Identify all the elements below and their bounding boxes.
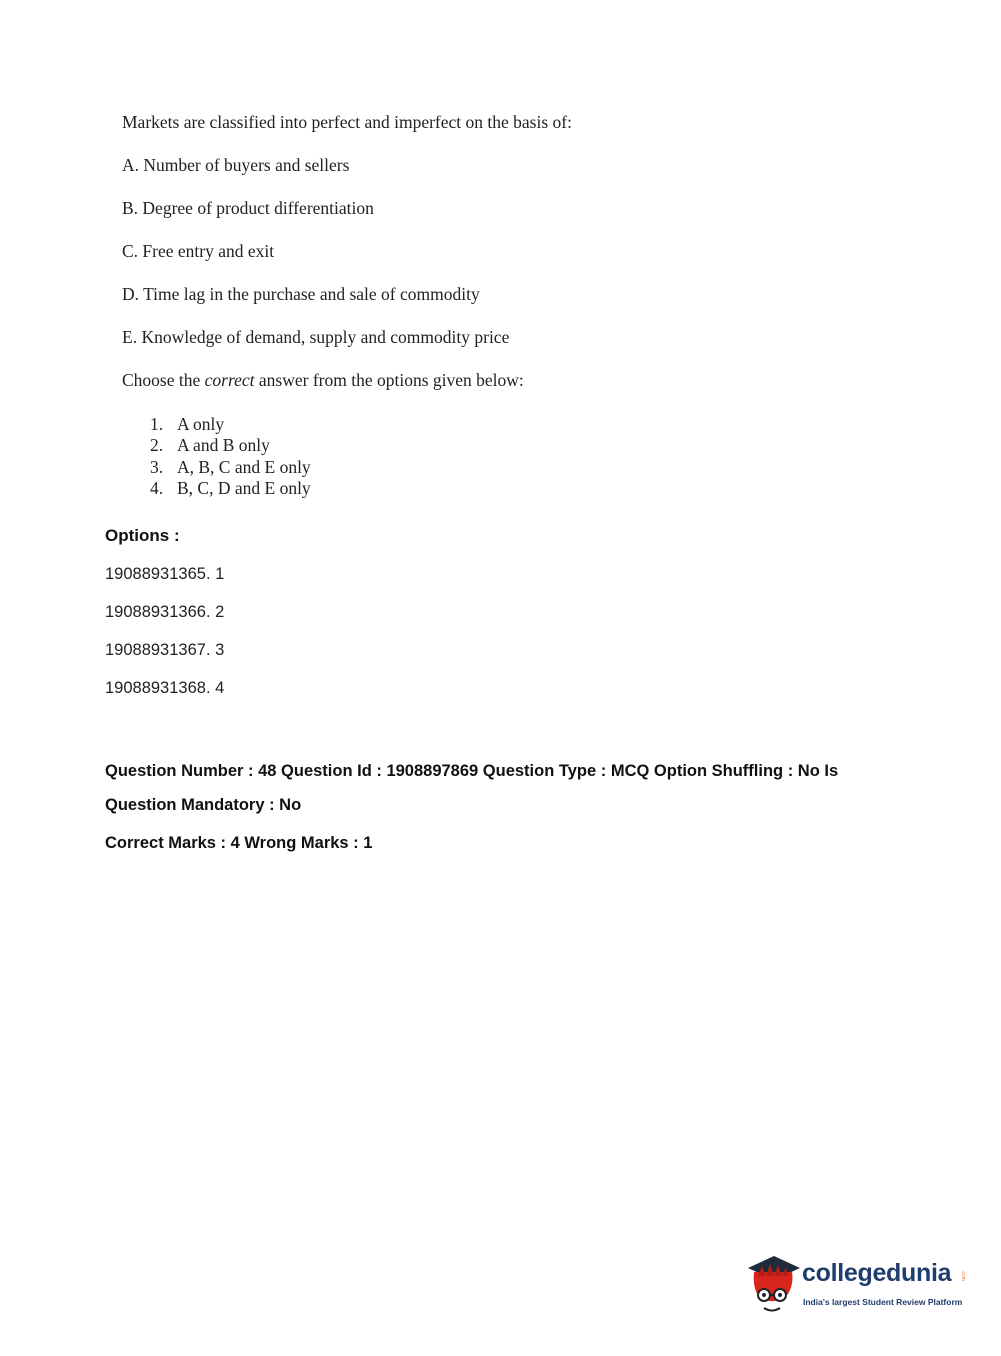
option-item: 19088931365. 1 [105,565,225,583]
question-meta-line3: Correct Marks : 4 Wrong Marks : 1 [105,834,373,852]
collegedunia-logo [742,1250,972,1320]
logo-dotcom: .com [960,1270,966,1281]
statement-e: E. Knowledge of demand, supply and commodity price [122,327,510,347]
logo-brand: collegedunia [802,1259,952,1287]
choice-item: 4. B, C, D and E only [150,477,311,498]
mascot-icon [742,1250,804,1320]
option-item: 19088931367. 3 [105,641,225,659]
statement-d: D. Time lag in the purchase and sale of commodity [122,284,480,304]
question-meta-line1: Question Number : 48 Question Id : 1908897869 Question Type : MCQ Option Shuffling : No Is [105,762,839,780]
option-item: 19088931368. 4 [105,679,225,697]
option-item: 19088931366. 2 [105,603,225,621]
choice-item: 2. A and B only [150,435,270,456]
options-label: Options : [105,526,180,545]
question-stem: Markets are classified into perfect and imperfect on the basis of: [122,112,572,132]
statement-b: B. Degree of product differentiation [122,198,374,218]
choice-item: 1. A only [150,414,225,434]
instruction: Choose the correct answer from the options given below: [122,370,524,390]
choice-item: 3. A, B, C and E only [150,456,311,477]
question-meta-line2: Question Mandatory : No [105,796,302,814]
statement-c: C. Free entry and exit [122,241,275,261]
statement-a: A. Number of buyers and sellers [122,155,350,175]
logo-tagline: India's largest Student Review Platform [803,1297,963,1307]
choice-list [150,414,311,499]
